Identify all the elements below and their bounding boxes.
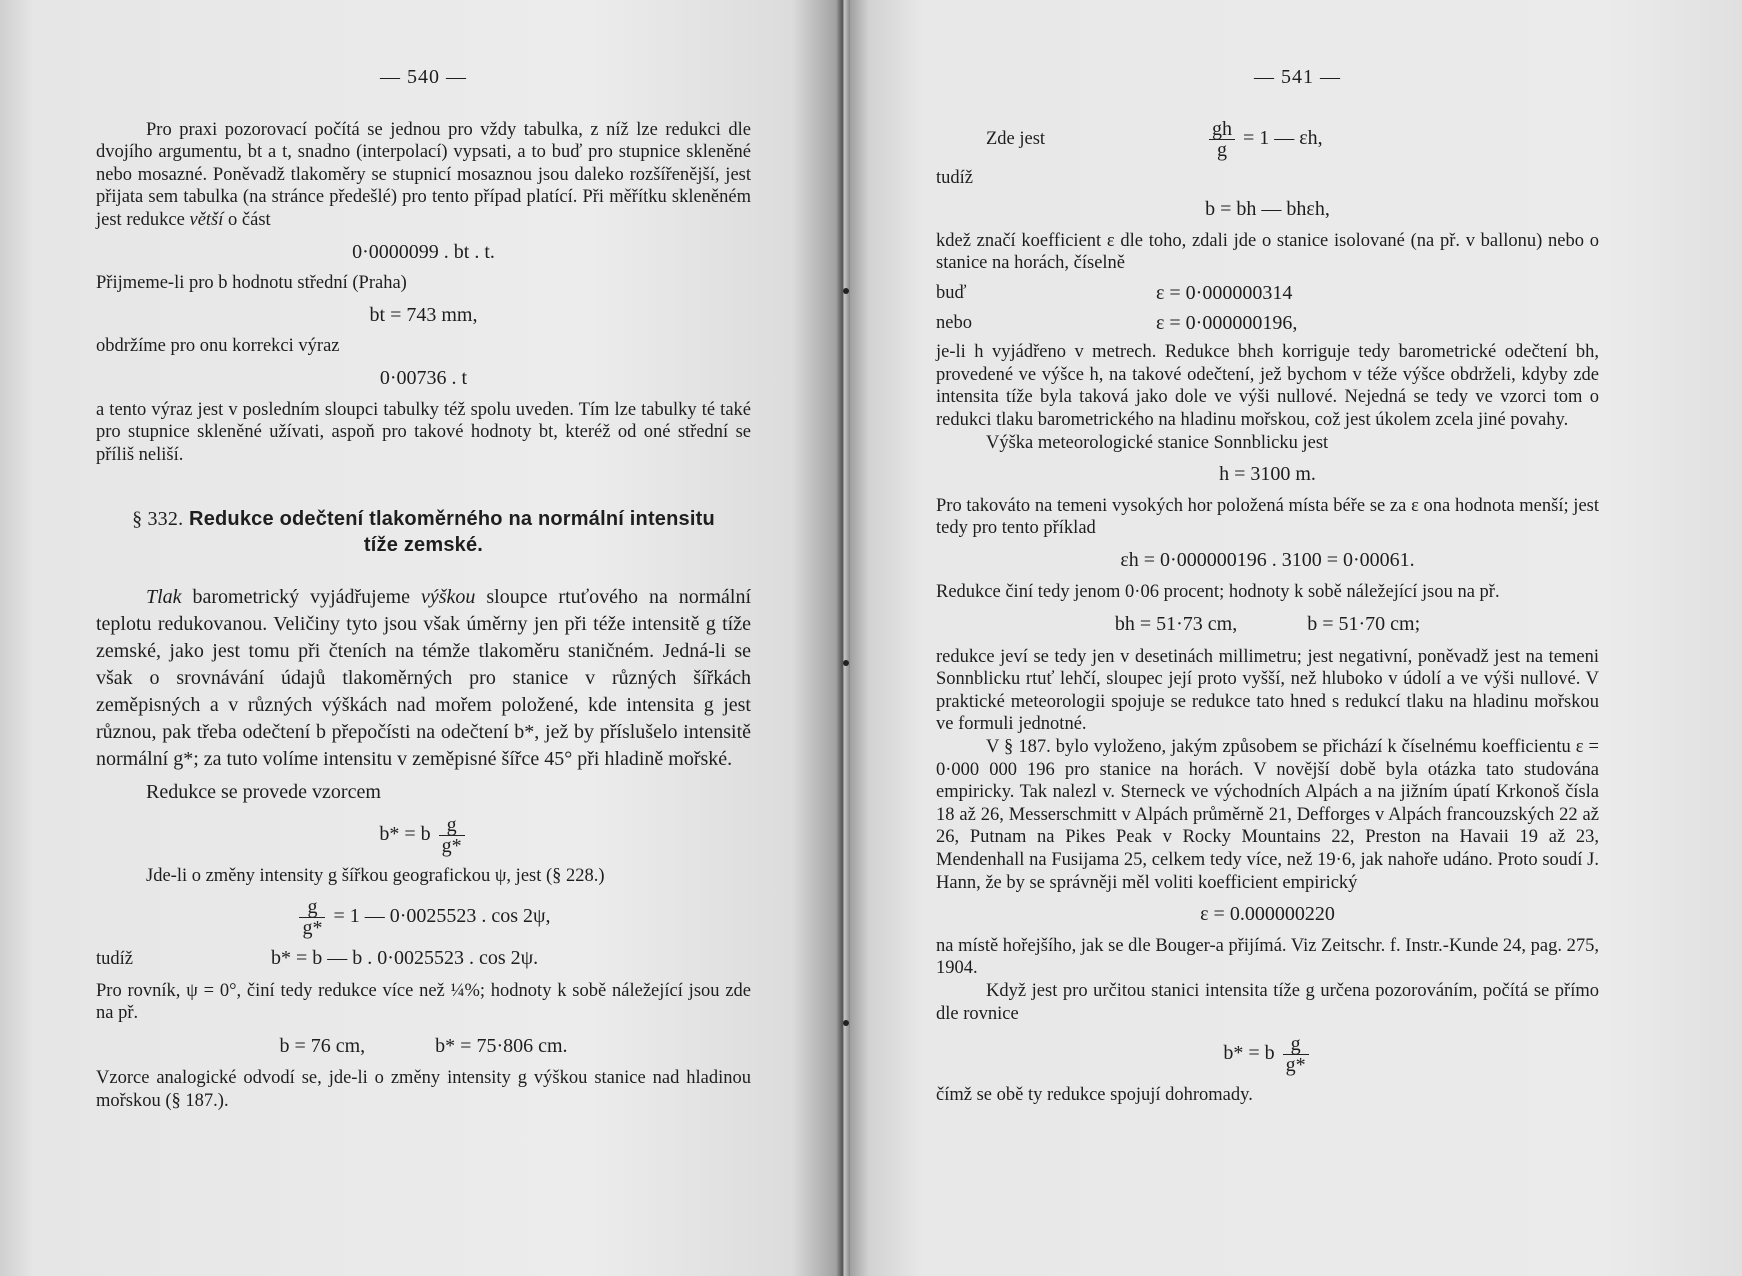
left-page-content [96,66,751,1112]
equation-row: buď ε = 0·000000314 [936,281,1293,304]
equation: bt = 743 mm, [369,303,478,326]
left-paragraph-5: Tlak barometrický vyjádřujeme výškou sloupce rtuťového na normální teplotu redukovanou. Veličiny tyto jsou však úměrny jen při téže intensitě g tíže zemské, jako jest tomu při čteních na témže tlakoměru staničném. Jedná-li se však o srovnávání údajů tlakoměrných pro stanice v různých šířkách zeměpisných a v různých výškách nad mořem položené, kde intensita g jest různou, pak třeba odečtení b přepočísti na odečtení b*, jež by příslušelo intensitě normální g*; za tuto volíme intensitu v zeměpisné šířce 45° při hladině mořské. [96,586,752,771]
binding-thread [843,288,849,294]
right-paragraph-3: Výška meteorologické stanice Sonnblicku jest [986,432,1329,453]
label-tudiz: tudíž [936,167,973,188]
left-paragraph-1: Pro praxi pozorovací počítá se jednou pro vždy tabulka, z níž lze redukci dle dvojího argumentu, bt a t, snadno (interpolací) vypsati, a to buď pro stupnice skleněné nebo mosazné. Poněvadž tlakoměry se stupnicí mosaznou jsou daleko rozšířenější, jest přijata sem tabulka (na stránce předešlé) pro tento případ platící. Při měřítku skleněném jest redukce větší o část [96,119,751,230]
right-paragraph-4: Pro takováto na temeni vysokých hor položená místa béře se za ε ona hodnota menší; jest tedy pro tento příklad [936,495,1599,539]
equation: h = 3100 m. [1219,463,1316,486]
right-page [842,0,1742,1276]
section-title-line-1: Redukce odečtení tlakoměrného na normální intensitu [189,508,715,531]
equation-fraction: b* = b $\frac{g}{g*}$ [936,1034,1599,1075]
equation: 0·00736 . t [379,366,468,389]
right-page-content [936,66,1599,1107]
left-paragraph-9: Vzorce analogické odvodí se, jde-li o změny intensity g výškou stanice nad hladinou mořskou (§ 187.). [96,1068,751,1111]
left-paragraph-6: Redukce se provede vzorcem [146,781,381,804]
right-paragraph-5: Redukce činí tedy jenom 0·06 procent; hodnoty k sobě náležející jsou na př. [936,581,1500,602]
left-paragraph-3: obdržíme pro onu korrekci výraz [96,336,340,357]
equation-pair: b = 76 cm, b* = 75·806 cm. [279,1034,568,1057]
right-paragraph-8: na místě hořejšího, jak se dle Bouger-a přijímá. Viz Zeitschr. f. Instr.-Kunde 24, pag. 275, 1904. [936,935,1600,979]
right-paragraph-7: V § 187. bylo vyloženo, jakým způsobem se přichází k číselnému koefficientu ε = 0·000 000 196 pro stanice na horách. V novější době byla otázka tato studována empiricky. Tak nalezl v. Sterneck ve východních Alpách a na jižním úpatí Krkonoš čísla 18 až 26, Messerschmitt v Alpách průměrně 21, Defforges v Alpách francouzských 22 až 26, Putnam na Pikes Peak v Rocky Mountains 22, Preston na Havaii 19 až 23, Mendenhall na Fusijama 25, celkem tedy více, než 19·6, jak nahoře udáno. Proto soudí J. Hann, že by se správněji měl voliti koefficient empirický [936,737,1599,893]
label-nebo: nebo [936,312,972,333]
left-paragraph-7: Jde-li o změny intensity g šířkou geografickou ψ, jest (§ 228.) [146,866,605,887]
right-paragraph-6: redukce jeví se tedy jen v desetinách millimetru; jest negativní, poněvadž jest na temeni Sonnblicku rtuť lehčí, sloupec její proto vyšší, než hluboko v údolí a ve výši nullové. V praktické meteorologii spojuje se redukce tato hned s redukcí tlaku na hladinu mořskou ve formuli jednotné. [936,646,1599,735]
equation-row: tudíž b* = b — b . 0·0025523 . cos 2ψ. [96,946,539,969]
section-heading [96,506,751,558]
emphasis: větší [189,209,224,230]
right-paragraph-9: Když jest pro určitou stanici intensita tíže g určena pozorováním, počítá se přímo dle rovnice [936,981,1599,1024]
page-number-right: — 541 — [1254,66,1341,88]
equation: 0·0000099 . bt . t. [352,240,495,263]
section-title-line-2: tíže zemské. [363,534,484,557]
page-number-left: — 540 — [380,66,467,88]
equation: ε = 0.000000220 [1200,903,1335,926]
equation-fraction: b* = b $\frac{g}{g*}$ [96,815,751,856]
equation: b = bh — bhεh, [1205,198,1330,221]
right-paragraph-10: čímž se obě ty redukce spojují dohromady. [936,1085,1253,1106]
left-page [0,0,842,1276]
label-zde-jest: Zde jest [986,128,1046,149]
left-paragraph-8: Pro rovník, ψ = 0°, činí tedy redukce více než ¼%; hodnoty k sobě náležející jsou zde na př. [96,980,751,1024]
binding-thread [843,660,849,666]
equation-fraction: $\frac{g}{g*}$ = 1 — 0·0025523 . cos 2ψ, [96,897,751,938]
right-paragraph-1: kdež značí koefficient ε dle toho, zdali jde o stanice isolované (na př. v ballonu) nebo o stanice na horách, číselně [936,230,1599,274]
binding-thread [843,1020,849,1026]
section-number: § 332. [132,508,184,531]
left-paragraph-2: Přijmeme-li pro b hodnotu střední (Praha) [96,273,407,294]
equation-pair: bh = 51·73 cm, b = 51·70 cm; [1114,613,1421,636]
label-bud: buď [936,282,967,303]
book-gutter [836,0,850,1276]
equation-row: Zde jest $\frac{gh}{g}$ = 1 — εh, [936,119,1599,160]
left-paragraph-4: a tento výraz jest v posledním sloupci tabulky též spolu uveden. Tím lze tabulky té také pro stupnice skleněné užívati, aspoň pro takové hodnoty bt, kteréž od oné střední se příliš neliší. [96,399,751,465]
equation: εh = 0·000000196 . 3100 = 0·00061. [1120,548,1415,571]
equation-row: nebo ε = 0·000000196, [936,311,1298,334]
label-tudiz: tudíž [96,948,133,969]
right-paragraph-2: je-li h vyjádřeno v metrech. Redukce bhεh korriguje tedy barometrické odečtení bh, provedené ve výšce h, na takové odečtení, jež bychom v téže výšce obdrželi, kdyby zde intensita tíže byla taková jako dole ve výši nullové. Nejedná se tedy ve vzorci tom o redukci tlaku barometrického na hladinu mořskou, což jest úkolem zcela jiné povahy. [936,342,1599,430]
